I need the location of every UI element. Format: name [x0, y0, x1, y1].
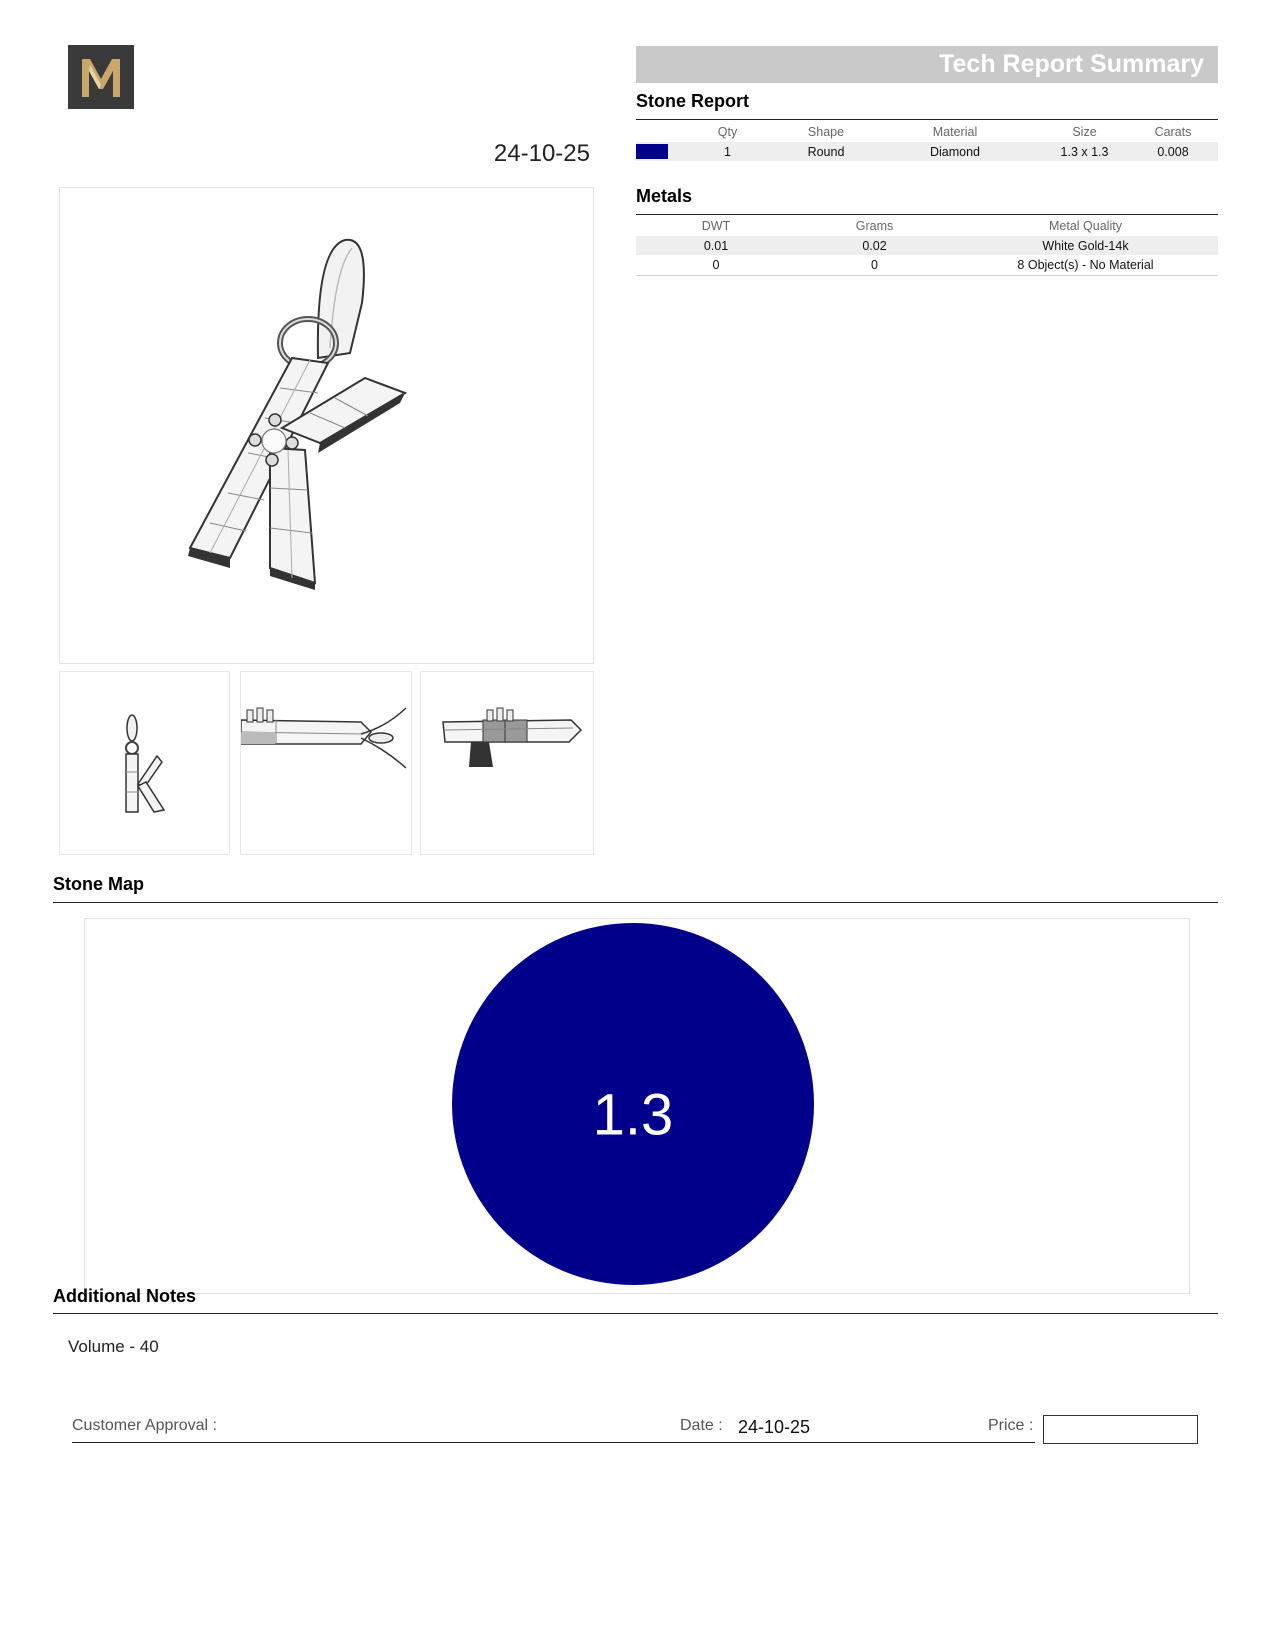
additional-notes-divider — [53, 1313, 1218, 1314]
col-header-metal-quality: Metal Quality — [1049, 219, 1122, 233]
letter-k-pendant-top-view — [241, 672, 411, 854]
price-label: Price : — [988, 1417, 1034, 1434]
stone-color-swatch — [636, 144, 668, 159]
stone-qty: 1 — [672, 142, 783, 161]
table-row — [636, 236, 1218, 255]
col-header-dwt: DWT — [701, 219, 731, 233]
stone-size: 1.3 x 1.3 — [1041, 142, 1128, 161]
letter-k-pendant-perspective-view — [60, 188, 593, 663]
metal-grams: 0 — [871, 257, 878, 272]
price-input-box[interactable] — [1043, 1415, 1198, 1444]
pendant-top-view — [240, 671, 412, 855]
report-title: Tech Report Summary — [939, 50, 1204, 78]
pendant-side-view — [420, 671, 594, 855]
pendant-main-view — [59, 187, 594, 664]
col-header-shape: Shape — [807, 125, 845, 139]
stone-map-canvas — [85, 919, 1189, 1293]
table-row — [636, 142, 1218, 161]
metal-quality: 8 Object(s) - No Material — [1017, 257, 1154, 272]
stone-map-frame — [84, 918, 1190, 1294]
metals-table — [636, 216, 1218, 274]
metals-divider — [636, 214, 1218, 215]
stone-map-divider — [53, 902, 1218, 903]
col-header-grams: Grams — [855, 219, 894, 233]
report-date: 24-10-25 — [493, 140, 590, 167]
metal-dwt: 0.01 — [636, 236, 796, 255]
stone-report-title: Stone Report — [636, 91, 750, 111]
customer-approval-label: Customer Approval : — [72, 1417, 217, 1434]
notes-text: Volume - 40 — [68, 1337, 159, 1356]
stone-report-table — [636, 122, 1218, 161]
stone-map-title: Stone Map — [53, 874, 145, 894]
report-title-banner — [636, 46, 1218, 83]
metals-header-row — [636, 216, 1218, 236]
table-row — [636, 255, 1218, 274]
letter-k-pendant-front-view — [60, 672, 229, 854]
approval-date-value: 24-10-25 — [738, 1417, 811, 1437]
metal-grams: 0.02 — [796, 236, 953, 255]
m-monogram-logo — [68, 45, 134, 109]
letter-k-pendant-side-view — [421, 672, 593, 854]
metals-bottom-rule — [636, 275, 1218, 276]
stone-color-header — [636, 122, 672, 142]
metal-dwt: 0 — [712, 257, 720, 272]
stone-color-cell — [636, 142, 672, 161]
stone-report-divider — [636, 119, 1218, 120]
stone-size-label: 1.3 — [592, 1082, 674, 1148]
metal-quality: White Gold-14k — [953, 236, 1218, 255]
stone-material: Diamond — [869, 142, 1041, 161]
customer-approval-signature-line[interactable] — [72, 1442, 1035, 1443]
stone-carats: 0.008 — [1128, 142, 1218, 161]
stone-report-header-row — [636, 122, 1218, 142]
col-header-qty: Qty — [717, 125, 738, 139]
approval-date-label: Date : — [680, 1417, 723, 1434]
col-header-carats: Carats — [1154, 125, 1192, 139]
additional-notes-title: Additional Notes — [53, 1286, 196, 1306]
col-header-material: Material — [932, 125, 978, 139]
stone-shape: Round — [783, 142, 869, 161]
pendant-front-view — [59, 671, 230, 855]
metals-title: Metals — [636, 186, 693, 206]
col-header-size: Size — [1072, 125, 1097, 139]
